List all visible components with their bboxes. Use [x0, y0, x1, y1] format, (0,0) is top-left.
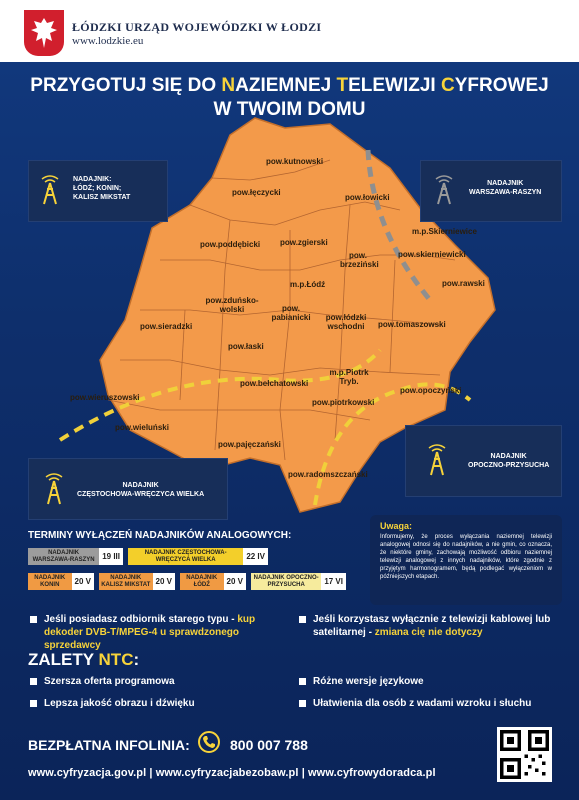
transmitter-name-line: WARSZAWA-RASZYN: [469, 189, 542, 196]
bullet-square-icon: [30, 700, 37, 707]
term-date: 20 V: [224, 573, 246, 590]
county-label: m.p.Skierniewice: [412, 227, 477, 236]
county-label: pow.zgierski: [280, 238, 328, 247]
ntc-item-text: Lepsza jakość obrazu i dźwięku: [44, 698, 195, 709]
county-label: pow.piotrkowski: [312, 398, 375, 407]
bullet-square-icon: [299, 700, 306, 707]
bullet-highlight: zmiana cię nie dotyczy: [374, 627, 483, 638]
terms-heading: TERMINY WYŁĄCZEŃ NADAJNIKÓW ANALOGOWYCH:: [28, 530, 292, 541]
county-label: pow.rawski: [442, 279, 485, 288]
term-label: NADAJNIK OPOCZNO-PRZYSUCHA: [253, 574, 319, 588]
term-pill: [180, 573, 246, 590]
county-label: pow.łódzki wschodni: [325, 313, 367, 331]
title-line2: W TWOIM DOMU: [213, 99, 366, 120]
ntc-heading-text: ZALETY: [28, 650, 99, 669]
info-bullet-cable: [313, 613, 563, 639]
title-part: YFROWEJ: [454, 75, 549, 96]
county-label: pow.opoczyński: [400, 386, 462, 395]
term-label: NADAJNIK ŁÓDŹ: [186, 574, 218, 588]
term-date: 19 III: [99, 548, 123, 565]
term-label: NADAJNIK WARSZAWA-RASZYN: [32, 549, 95, 563]
transmitter-name-line: NADAJNIK: [490, 453, 527, 460]
title-part: AZIEMNEJ: [235, 75, 337, 96]
county-label: pow.radomszczański: [288, 470, 368, 479]
county-label: pow.tomaszowski: [378, 320, 446, 329]
transmitter-name-line: NADAJNIK: [487, 180, 524, 187]
antenna-tower-icon: [39, 175, 61, 205]
ntc-item: [313, 675, 424, 688]
bullet-highlight: kup dekoder DVB-T/MPEG-4 u sprawdzonego sprzedawcy: [44, 614, 256, 651]
county-label: pow.wieruszowski: [70, 393, 140, 402]
info-bullet-decoder: [44, 613, 294, 652]
term-date: 17 VI: [321, 573, 346, 590]
county-label: pow.kutnowski: [266, 157, 324, 166]
term-date: 20 V: [72, 573, 94, 590]
hotline-number[interactable]: 800 007 788: [230, 737, 308, 753]
phone-icon: [198, 731, 220, 753]
notice-title: Uwaga:: [380, 521, 413, 531]
office-name: ŁÓDZKI URZĄD WOJEWÓDZKI W ŁODZI: [72, 20, 322, 34]
bullet-text: Jeśli posiadasz odbiornik starego typu -: [44, 614, 238, 625]
county-label: pow. brzeziński: [340, 251, 379, 269]
transmitter-box-lodz: [28, 160, 168, 222]
term-date: 22 IV: [243, 548, 268, 565]
ntc-item-text: Różne wersje językowe: [313, 676, 424, 687]
bullet-square-icon: [299, 616, 306, 623]
transmitter-name-line: ŁÓDŹ; KONIN;: [73, 185, 122, 192]
county-label: pow. pabianicki: [271, 304, 311, 322]
antenna-tower-icon: [426, 444, 448, 476]
county-label: pow.bełchatowski: [240, 379, 309, 388]
footer-links[interactable]: www.cyfryzacja.gov.pl | www.cyfryzacjabezobaw.pl | www.cyfrowydoradca.pl: [28, 767, 436, 779]
ntc-item: [44, 697, 195, 710]
ntc-item: [44, 675, 175, 688]
transmitter-box-opoczno: [405, 425, 562, 497]
notice-box: [370, 515, 562, 605]
header-bar: [0, 0, 579, 62]
county-label: m.p.Piotrk Tryb.: [329, 368, 369, 386]
county-label: pow.skierniewicki: [398, 250, 466, 259]
transmitter-name-line: NADAJNIK:: [73, 176, 112, 183]
term-pill: [128, 548, 268, 565]
qr-code-icon[interactable]: [497, 727, 552, 782]
county-label: m.p.Łódź: [290, 280, 326, 289]
county-label: pow.łaski: [228, 342, 264, 351]
term-date: 20 V: [153, 573, 175, 590]
term-label: NADAJNIK KALISZ MIKSTAT: [101, 574, 151, 588]
hotline-label: BEZPŁATNA INFOLINIA:: [28, 737, 190, 753]
eagle-emblem-icon: [24, 10, 64, 56]
county-label: pow.łęczycki: [232, 188, 281, 197]
county-label: pow.wieluński: [115, 423, 169, 432]
term-label: NADAJNIK KONIN: [34, 574, 66, 588]
ntc-item-text: Szersza oferta programowa: [44, 676, 175, 687]
ntc-heading: [28, 650, 139, 670]
term-pill: [251, 573, 346, 590]
term-pill: [28, 548, 123, 565]
county-label: pow.zduńsko-wolski: [205, 296, 259, 314]
notice-body: Informujemy, że proces wyłączania naziemnej telewizji analogowej odnosi się do nadajników, a nie gmin, co oznacza, że niektóre gminy, zachowają możliwość odbioru naziemnej telewizji analogowej z innych nadajników, które zgodnie z przyjętym harmonogramem, będą podlegać wyłączeniom w późniejszych etapach.: [380, 534, 552, 580]
title-letter-c: C: [441, 75, 455, 96]
ntc-item: [313, 697, 531, 710]
county-label: pow.poddębicki: [200, 240, 261, 249]
transmitter-name-line: KALISZ MIKSTAT: [73, 194, 131, 201]
transmitter-name-line: NADAJNIK: [122, 482, 159, 489]
title-part: ELEWIZJI: [348, 75, 441, 96]
ntc-heading-accent: NTC: [98, 650, 134, 669]
bullet-text: Jeśli korzystasz wyłącznie z telewizji kablowej lub satelitarnej -: [313, 614, 551, 638]
bullet-square-icon: [30, 678, 37, 685]
term-pill: [99, 573, 175, 590]
transmitter-box-czestochowa: [28, 458, 228, 520]
bullet-square-icon: [30, 616, 37, 623]
term-label: NADAJNIK CZĘSTOCHOWA-WRĘCZYCA WIELKA: [144, 549, 227, 563]
title-part: PRZYGOTUJ SIĘ DO: [30, 75, 222, 96]
county-label: pow.sieradzki: [140, 322, 193, 331]
antenna-tower-icon: [433, 175, 455, 205]
transmitter-box-warszawa: [420, 160, 562, 222]
title-letter-t: T: [336, 75, 349, 96]
term-pill: [28, 573, 94, 590]
bullet-square-icon: [299, 678, 306, 685]
ntc-item-text: Ułatwienia dla osób z wadami wzroku i słuchu: [313, 698, 532, 709]
county-label: pow.łowicki: [345, 193, 390, 202]
office-url[interactable]: www.lodzkie.eu: [72, 35, 144, 47]
county-label: pow.pajęczański: [218, 440, 281, 449]
antenna-tower-icon: [43, 473, 65, 505]
ntc-heading-colon: :: [133, 650, 140, 669]
title-letter-n: N: [221, 75, 236, 96]
transmitter-name-line: OPOCZNO-PRZYSUCHA: [468, 462, 550, 469]
transmitter-name-line: CZĘSTOCHOWA-WRĘCZYCA WIELKA: [77, 491, 205, 498]
